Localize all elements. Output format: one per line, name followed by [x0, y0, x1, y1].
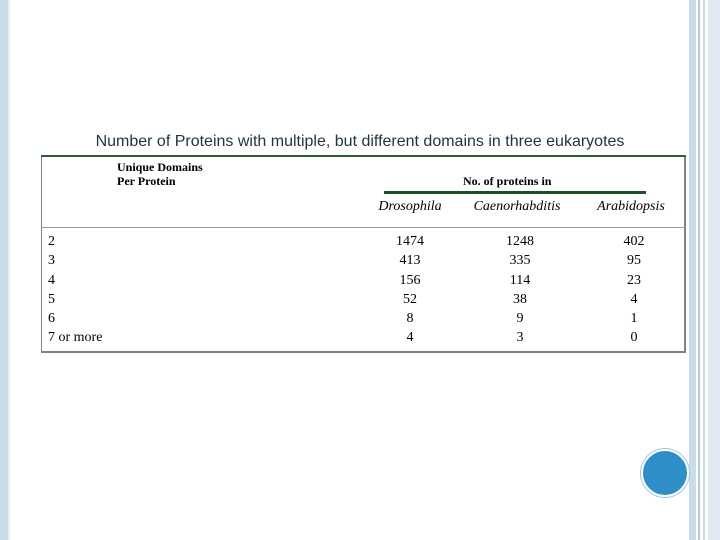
table-cell: 23 — [627, 272, 641, 288]
table-cell: 3 — [516, 330, 524, 346]
table-cell: 402 — [623, 234, 645, 249]
row-header — [117, 160, 203, 188]
row-label: 2 — [48, 234, 55, 249]
slide-right-border-line-2 — [703, 0, 705, 540]
table-cell: 156 — [399, 272, 421, 288]
table-cell: 52 — [403, 291, 417, 307]
row-label: 3 — [48, 253, 55, 269]
drosophila-values-column — [388, 232, 432, 348]
table-cell: 9 — [516, 311, 524, 327]
table-cell: 38 — [513, 291, 527, 307]
table-cell: 1474 — [396, 234, 424, 249]
table-cell: 335 — [509, 253, 531, 269]
row-label: 7 or more — [48, 330, 103, 346]
slide-title: Number of Proteins with multiple, but different domains in three eukaryotes — [95, 133, 625, 150]
table-cell: 413 — [399, 253, 421, 269]
slide-left-border — [0, 0, 8, 540]
column-header-caenorhabditis: Caenorhabditis — [473, 199, 561, 214]
arabidopsis-values-column — [612, 232, 656, 348]
table-cell: 1 — [630, 311, 638, 327]
table-cell: 4 — [406, 330, 414, 346]
column-header-drosophila: Drosophila — [378, 199, 442, 214]
table-cell: 95 — [627, 253, 641, 269]
row-header-line-1: Unique Domains — [117, 160, 203, 174]
row-label: 4 — [48, 272, 55, 288]
slide-left-border-inner — [8, 0, 10, 540]
group-header: No. of proteins in — [463, 174, 552, 188]
table-cell: 0 — [630, 330, 638, 346]
table-cell: 1248 — [506, 234, 534, 249]
caenorhabditis-values-column — [496, 232, 544, 348]
column-header-arabidopsis: Arabidopsis — [597, 199, 665, 214]
table-cell: 8 — [406, 311, 414, 327]
table-top-rule — [41, 155, 686, 157]
row-label: 6 — [48, 311, 55, 327]
slide-right-border-line — [698, 0, 700, 540]
header-separator — [41, 227, 686, 228]
group-header-rule — [384, 191, 646, 194]
slide-right-edge — [708, 0, 720, 540]
decorative-circle — [641, 449, 689, 497]
row-header-line-2: Per Protein — [117, 174, 176, 188]
row-label: 5 — [48, 291, 55, 307]
table-cell: 114 — [509, 272, 531, 288]
slide-right-border — [689, 0, 696, 540]
row-labels-column — [48, 232, 102, 348]
table-cell: 4 — [630, 291, 638, 307]
